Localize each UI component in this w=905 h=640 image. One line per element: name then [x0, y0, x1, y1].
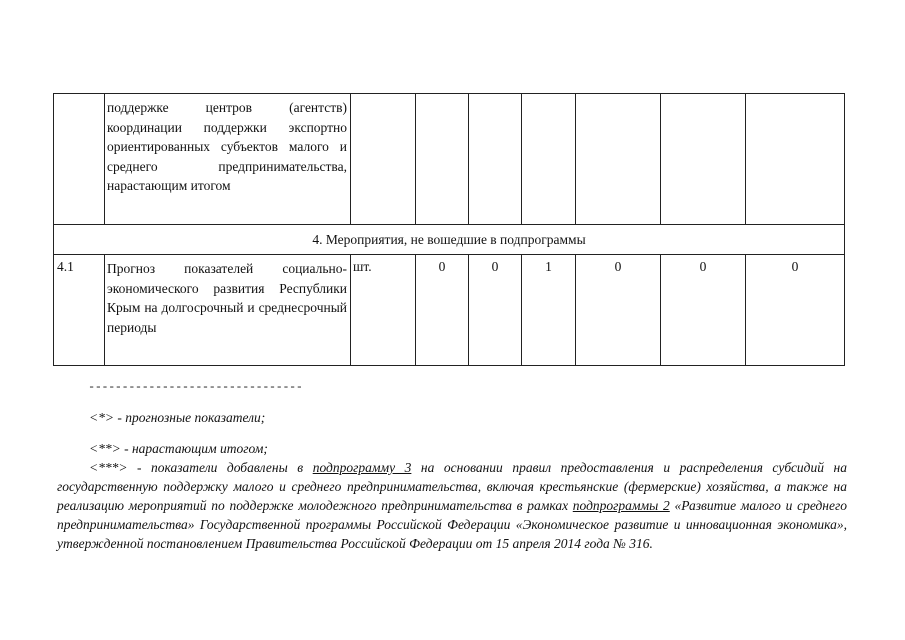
unit-cell: [351, 94, 416, 225]
value-cell: 0: [746, 255, 845, 366]
value-cell: 1: [522, 255, 576, 366]
value-cell: 0: [469, 255, 522, 366]
value-cell: [746, 94, 845, 225]
table-row: [54, 255, 845, 366]
footnote-3-text-b: на основании правил предоставления и распределения субсидий на государственную поддержку малого и среднего предпринимательства, включая крестьянские (фермерские) хозяйства, а также на реализацию мероприятий по поддержке молодежного предпринимательства в рамках: [57, 460, 847, 513]
value-cell: [469, 94, 522, 225]
indicator-name-cell: поддержке центров (агентств) координации поддержки экспортно ориентированных субъектов малого и среднего предпринимательства, нарастающим итогом: [105, 94, 351, 225]
footnote-3-text-c: «Развитие малого и среднего предпринимательства» Государственной программы Российской Федерации «Экономическое развитие и инновационная экономика», утвержденной постановлением Правительства Российской Федерации от 15 апреля 2014 года № 316.: [57, 498, 848, 551]
row-number-cell: [54, 94, 105, 225]
footnote-1: <*> - прогнозные показатели;: [89, 410, 266, 425]
subprogram-2-link[interactable]: подпрограммы 2: [572, 498, 670, 513]
value-cell: 0: [661, 255, 746, 366]
footnote-2: <**> - нарастающим итогом;: [89, 441, 268, 456]
subprogram-3-link[interactable]: подпрограмму 3: [312, 460, 412, 475]
indicators-table: [53, 93, 845, 366]
row-number-cell: 4.1: [54, 255, 105, 366]
indicator-name-cell: Прогноз показателей социально-экономического развития Республики Крым на долгосрочный и среднесрочный периоды: [105, 255, 351, 366]
footnote-3: [57, 458, 847, 553]
value-cell: 0: [416, 255, 469, 366]
value-cell: [522, 94, 576, 225]
footnote-3-text-a: <***> - показатели добавлены в: [89, 460, 313, 475]
value-cell: [576, 94, 661, 225]
value-cell: [661, 94, 746, 225]
section-header-row: [54, 225, 845, 255]
value-cell: [416, 94, 469, 225]
table-row: [54, 94, 845, 225]
section-header: 4. Мероприятия, не вошедшие в подпрограммы: [54, 225, 845, 255]
value-cell: 0: [576, 255, 661, 366]
footnotes: [57, 408, 847, 553]
footnote-divider: --------------------------------: [88, 380, 303, 394]
unit-cell: шт.: [351, 255, 416, 366]
